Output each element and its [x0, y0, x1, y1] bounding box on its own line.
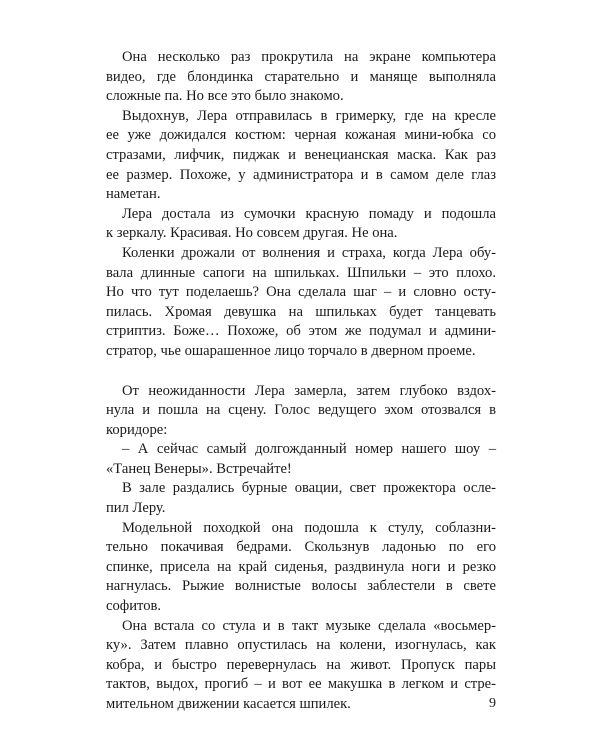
text-line: Коленки дрожали от волнения и страха, когда Лера обу-: [122, 244, 496, 261]
text-line: пил Леру.: [106, 500, 166, 517]
text-line: Она встала со стула и в такт музыке сделала «восьмер-: [122, 617, 496, 634]
text-line: к зеркалу. Красивая. Но совсем другая. Не она.: [106, 225, 398, 242]
page-number: 9: [489, 696, 496, 711]
text-line: пилась. Хромая девушка на шпильках будет танцевать: [106, 303, 496, 320]
paragraph: [106, 519, 496, 617]
text-line: стразами, лифчик, пиджак и венецианская маска. Как раз: [106, 146, 496, 163]
text-line: кобра, и быстро перевернулась на живот. Пропуск пары: [106, 656, 496, 673]
text-line: Выдохнув, Лера отправилась в гримерку, где на кресле: [122, 107, 496, 124]
text-line: видео, где блондинка старательно и маняще выполняла: [106, 68, 496, 85]
text-line: вала длинные сапоги на шпильках. Шпильки – это плохо.: [106, 264, 496, 281]
text-line: стриптиз. Боже… Похоже, об этом же подумал и админи-: [106, 323, 496, 340]
text-line: Она несколько раз прокрутила на экране компьютера: [122, 49, 496, 65]
text-line: коридоре:: [106, 421, 168, 438]
text-line: мительном движении касается шпилек.: [106, 696, 351, 712]
text-line: нагнулась. Рыжие волнистые волосы заблестели в свете: [106, 578, 496, 595]
text-line: «Танец Венеры». Встречайте!: [106, 460, 292, 477]
paragraph: [106, 382, 496, 441]
text-line: ее размер. Похоже, у администратора и в самом деле глаз: [106, 166, 496, 183]
paragraph: [106, 48, 496, 107]
text-line: тельно покачивая бедрами. Скользнув ладонью по его: [106, 539, 496, 556]
text-line: От неожиданности Лера замерла, затем глубоко вздох-: [122, 382, 496, 399]
text-line: спинке, присела на край сиденья, раздвинула ноги и резко: [106, 558, 496, 575]
paragraph: [106, 440, 496, 479]
text-line: софитов.: [106, 598, 162, 615]
text-line: наметан.: [106, 186, 161, 203]
text-line: ее уже дожидался костюм: черная кожаная мини-юбка со: [106, 127, 496, 144]
text-line: ку». Затем плавно опустилась на колени, изогнулась, как: [106, 637, 496, 654]
text-line: Лера достала из сумочки красную помаду и подошла: [122, 205, 496, 222]
section-break: [106, 362, 496, 382]
body-text: [106, 48, 496, 715]
paragraph: [106, 107, 496, 205]
text-line: В зале раздались бурные овации, свет прожектора осле-: [122, 480, 496, 497]
text-line: тактов, выдох, прогиб – и вот ее макушка в легком и стре-: [106, 676, 496, 693]
text-line: Но что тут поделаешь? Она сделала шаг – и словно осту-: [106, 284, 496, 301]
text-line: стратор, чье ошарашенное лицо торчало в дверном проеме.: [106, 342, 476, 359]
paragraph: [106, 244, 496, 362]
paragraph: [106, 479, 496, 518]
text-line: нула и пошла на сцену. Голос ведущего эхом отозвался в: [106, 402, 496, 419]
text-line: сложные па. Но все это было знакомо.: [106, 88, 344, 105]
paragraph: [106, 617, 496, 715]
text-line: – А сейчас самый долгожданный номер нашего шоу –: [122, 441, 496, 458]
text-line: Модельной походкой она подошла к стулу, соблазни-: [122, 519, 496, 536]
paragraph: [106, 205, 496, 244]
